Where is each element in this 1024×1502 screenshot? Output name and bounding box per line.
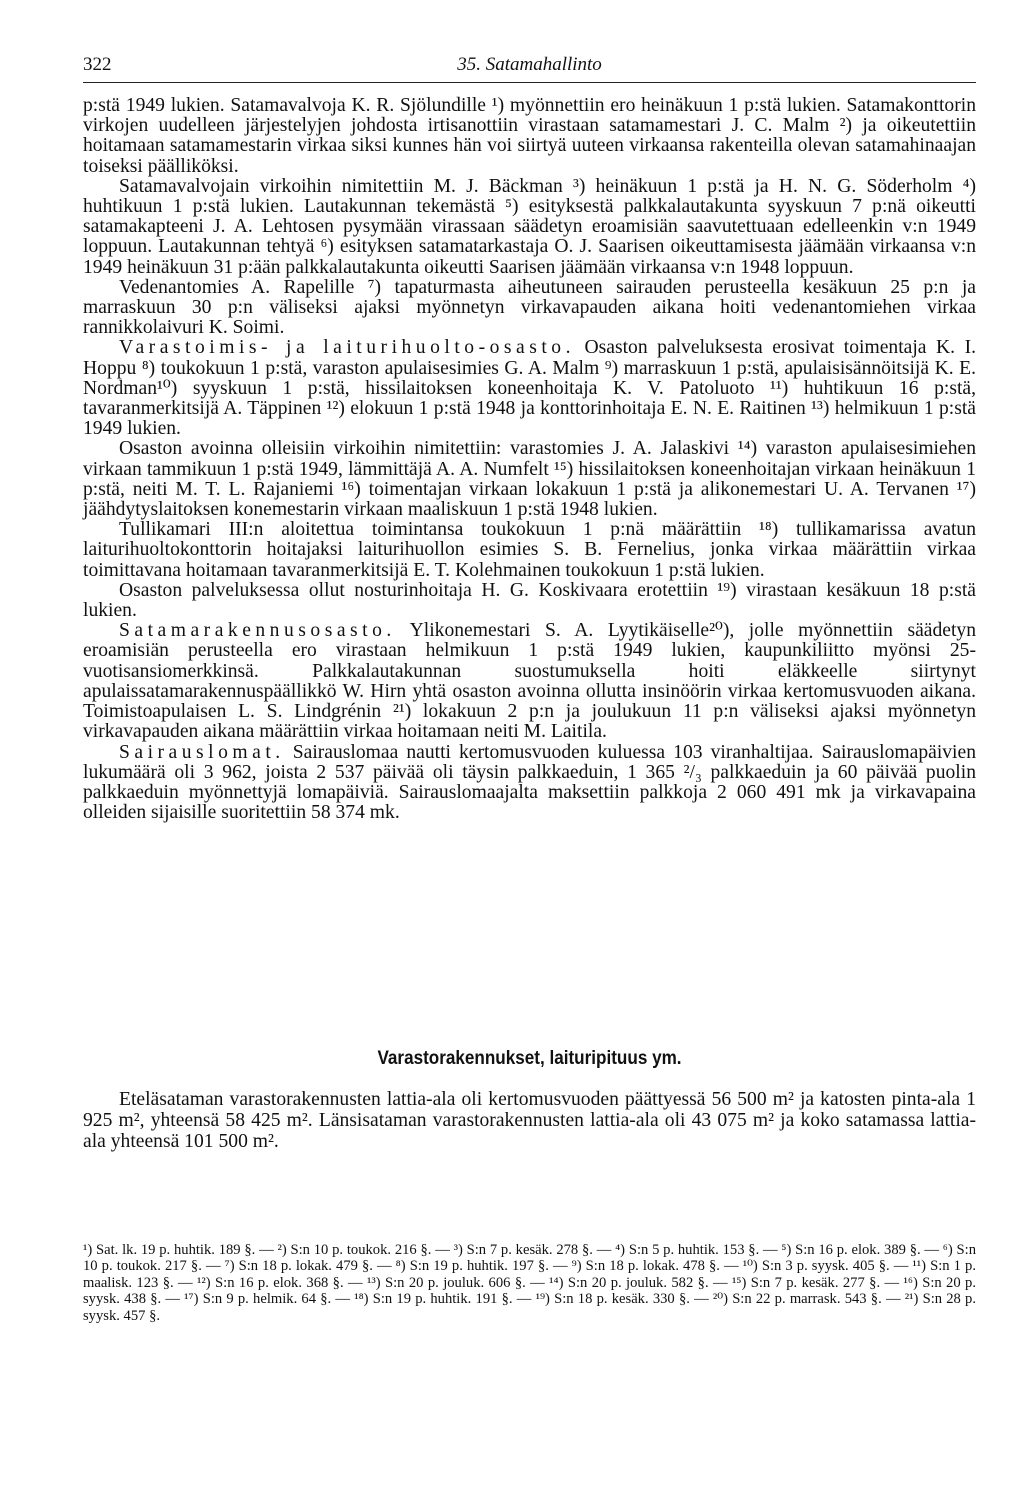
body-text <box>83 96 976 823</box>
page-number: 322 <box>83 54 112 75</box>
paragraph: Eteläsataman varastorakennusten lattia-ala oli kertomusvuoden päättyessä 56 500 m² ja katosten pinta-ala 1 925 m², yhteensä 58 425 m². Länsisataman varastorakennusten lattia-ala oli 43 075 m² ja koko satamassa lattia-ala yhteensä 101 500 m². <box>83 1089 976 1152</box>
page-header <box>83 52 976 83</box>
paragraph: Vedenantomies A. Rapelille ⁷) tapaturmasta aiheutuneen sairauden perusteella kesäkuun 25 p:n ja marraskuun 30 p:n väliseksi ajaksi myönnetyn virkavapauden aikana hoiti vedenantomiehen virkaa rannikkolaivuri K. Soimi. <box>83 276 976 339</box>
paragraph: Osaston avoinna olleisiin virkoihin nimitettiin: varastomies J. A. Jalaskivi ¹⁴) varaston apulaisesimiehen virkaan tammikuun 1 p:stä 1949, lämmittäjä A. A. Numfelt ¹⁵) hissilaitoksen koneenhoitajan virkaan heinäkuun 1 p:stä, neiti M. T. L. Rajaniemi ¹⁶) toimentajan virkaan lokakuun 1 p:stä ja alikonemestari U. A. Tervanen ¹⁷) jäähdytyslaitoksen konemestarin virkaan maaliskuun 1 p:stä 1948 lukien. <box>83 438 976 521</box>
footnotes <box>83 1242 976 1324</box>
paragraph: Sairauslomat. Sairauslomaa nautti kertomusvuoden kuluessa 103 viranhaltijaa. Sairauslomapäivien lukumäärä oli 3 962, joista 2 537 päivää oli täysin palkkaeduin, 1 365 ²/₃ palkkaeduin ja 60 päivää puolin palkkaeduin myönnettyjä lomapäiviä. Sairauslomaajalta maksettiin palkkoja 2 060 491 mk ja virkavapaina olleiden sijaisille suoritettiin 58 374 mk. <box>83 741 976 824</box>
paragraph-lead: Sairauslomat. <box>119 741 285 763</box>
paragraph-lead: Varastoimis- ja laiturihuolto-osasto. <box>119 337 575 359</box>
running-title: 35. Satamahallinto <box>457 54 602 75</box>
paragraph: Satamarakennusosasto. Ylikonemestari S. A. Lyytikäiselle²⁰), jolle myönnettiin säädetyn eroamisiän perusteella ero virastaan helmikuun 1 p:stä 1949 lukien, kaupunkiliitto myönsi 25-vuotisansiomerkkinsä. Palkkalautakunnan suostumuksella hoiti eläkkeelle siirtynyt apulaissatamarakennuspäällikkö W. Hirn yhtä osaston avoinna ollutta insinöörin virkaa kertomusvuoden aikana. Toimistoapulaisen L. S. Lindgrénin ²¹) lokakuun 2 p:n ja joulukuun 11 p:n väliseksi ajaksi myönnetyn virkavapauden aikana määrättiin virkaa hoitamaan neiti M. Laitila. <box>83 620 976 743</box>
paragraph: Satamavalvojain virkoihin nimitettiin M. J. Bäckman ³) heinäkuun 1 p:stä ja H. N. G. Söderholm ⁴) huhtikuun 1 p:stä lukien. Lautakunnan tekemästä ⁵) esityksestä palkkalautakunta syyskuun 7 p:nä oikeutti satamakapteeni J. A. Lehtosen pysymään virassaan säädetyn eroamisiän saavutettuaan edelleenkin v:n 1949 loppuun. Lautakunnan tehtyä ⁶) esityksen satamatarkastaja O. J. Saarisen oikeuttamisesta jäämään virkaansa v:n 1949 heinäkuun 31 p:ään palkkalautakunta oikeutti Saarisen jäämään virkaansa v:n 1948 loppuun. <box>83 175 976 278</box>
section-heading: Varastorakennukset, laituripituus ym. <box>377 1048 682 1069</box>
paragraph: p:stä 1949 lukien. Satamavalvoja K. R. Sjölundille ¹) myönnettiin ero heinäkuun 1 p:stä lukien. Satamakonttorin virkojen uudelleen järjestelyjen johdosta irtisanottiin virastaan satamamestari J. C. Malm ²) ja oikeutettiin hoitamaan satamamestarin virkaa siksi kunnes hän voi siirtyä uuteen virkaansa rakenteilla olevan satamahinaajan toiseksi päälliköksi. <box>83 95 976 177</box>
section-body <box>83 1090 976 1152</box>
paragraph: Osaston palveluksessa ollut nosturinhoitaja H. G. Koskivaara erotettiin ¹⁹) virastaan kesäkuun 18 p:stä lukien. <box>83 579 976 622</box>
footnote-text: ¹) Sat. lk. 19 p. huhtik. 189 §. — ²) S:n 10 p. toukok. 216 §. — ³) S:n 7 p. kesäk. 278 §. — ⁴) S:n 5 p. huhtik. 153 §. — ⁵) S:n 16 p. elok. 389 §. — ⁶) S:n 10 p. toukok. 217 §. — ⁷) S:n 18 p. lokak. 479 §. — ⁸) S:n 19 p. huhtik. 197 §. — ⁹) S:n 18 p. lokak. 478 §. — ¹⁰) S:n 3 p. syysk. 405 §. — ¹¹) S:n 1 p. maalisk. 123 §. — ¹²) S:n 16 p. elok. 368 §. — ¹³) S:n 20 p. jouluk. 606 §. — ¹⁴) S:n 20 p. jouluk. 582 §. — ¹⁵) S:n 7 p. kesäk. 277 §. — ¹⁶) S:n 20 p. syysk. 438 §. — ¹⁷) S:n 9 p. helmik. 64 §. — ¹⁸) S:n 19 p. huhtik. 191 §. — ¹⁹) S:n 18 p. kesäk. 330 §. — ²⁰) S:n 22 p. marrask. 543 §. — ²¹) S:n 28 p. syysk. 457 §. <box>83 1242 976 1324</box>
paragraph: Varastoimis- ja laiturihuolto-osasto. Osaston palveluksesta erosivat toimentaja K. I. Hoppu ⁸) toukokuun 1 p:stä, varaston apulaisesimies G. A. Malm ⁹) marraskuun 1 p:stä, apulaisisännöitsijä K. E. Nordman¹⁰) syyskuun 1 p:stä, hissilaitoksen koneenhoitaja K. V. Patoluoto ¹¹) huhtikuun 16 p:stä, tavaranmerkitsijä A. Täppinen ¹²) elokuun 1 p:stä 1948 ja konttorinhoitaja E. N. E. Raitinen ¹³) helmikuun 1 p:stä 1949 lukien. <box>83 337 976 440</box>
paragraph: Tullikamari III:n aloitettua toimintansa toukokuun 1 p:nä määrättiin ¹⁸) tullikamarissa avatun laiturihuoltokonttorin hoitajaksi laiturihuollon esimies S. B. Fernelius, jonka virkaa määrättiin virkaa toimittavana hoitamaan tavaranmerkitsijä E. T. Kolehmainen toukokuun 1 p:stä lukien. <box>83 519 976 581</box>
paragraph-lead: Satamarakennusosasto. <box>119 620 396 642</box>
